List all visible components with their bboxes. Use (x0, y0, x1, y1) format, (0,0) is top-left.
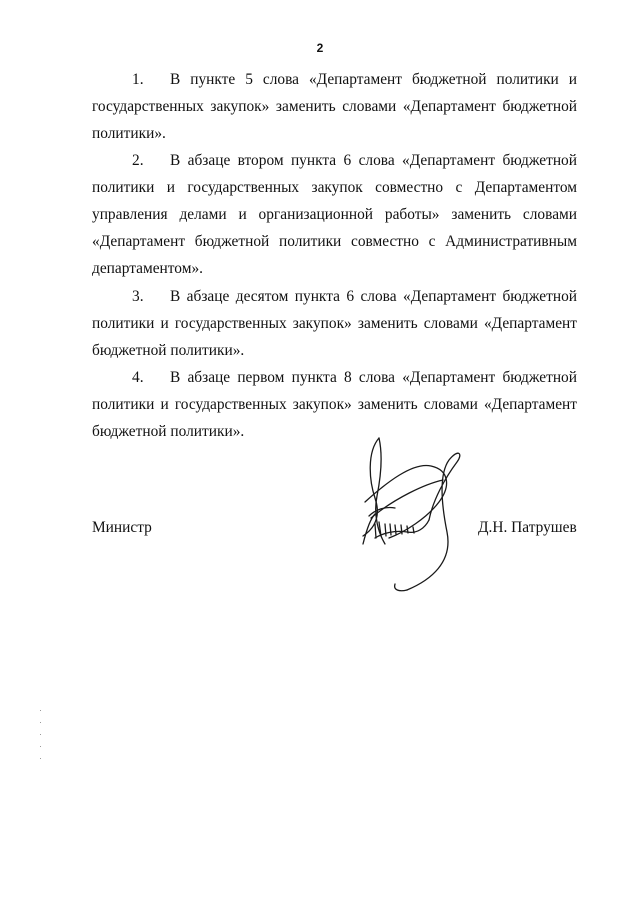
item-number: 4. (132, 369, 144, 386)
scan-artifact-dots (40, 710, 42, 770)
item-text: В абзаце первом пункта 8 слова «Департамент бюджетной политики и государственных закупок» заменить словами «Департамент бюджетной политики». (92, 369, 577, 440)
amendment-item-2 (92, 147, 577, 282)
item-number: 1. (132, 71, 144, 88)
signatory-role: Министр (92, 519, 152, 536)
item-number: 3. (132, 288, 144, 305)
amendment-item-3 (92, 283, 577, 364)
signatory-name: Д.Н. Патрушев (478, 519, 577, 536)
amendment-item-4 (92, 364, 577, 445)
item-text: В абзаце втором пункта 6 слова «Департамент бюджетной политики и государственных закупок совместно с Департаментом управления делами и организационной работы» заменить словами «Департамент бюджетной политики совместно с Административным департаментом». (92, 152, 577, 277)
handwritten-signature (345, 432, 475, 597)
amendment-item-1 (92, 66, 577, 147)
page-number: 2 (316, 41, 324, 55)
item-text: В пункте 5 слова «Департамент бюджетной политики и государственных закупок» заменить словами «Департамент бюджетной политики». (92, 71, 577, 142)
item-text: В абзаце десятом пункта 6 слова «Департамент бюджетной политики и государственных закупок» заменить словами «Департамент бюджетной политики». (92, 288, 577, 359)
item-number: 2. (132, 152, 144, 169)
